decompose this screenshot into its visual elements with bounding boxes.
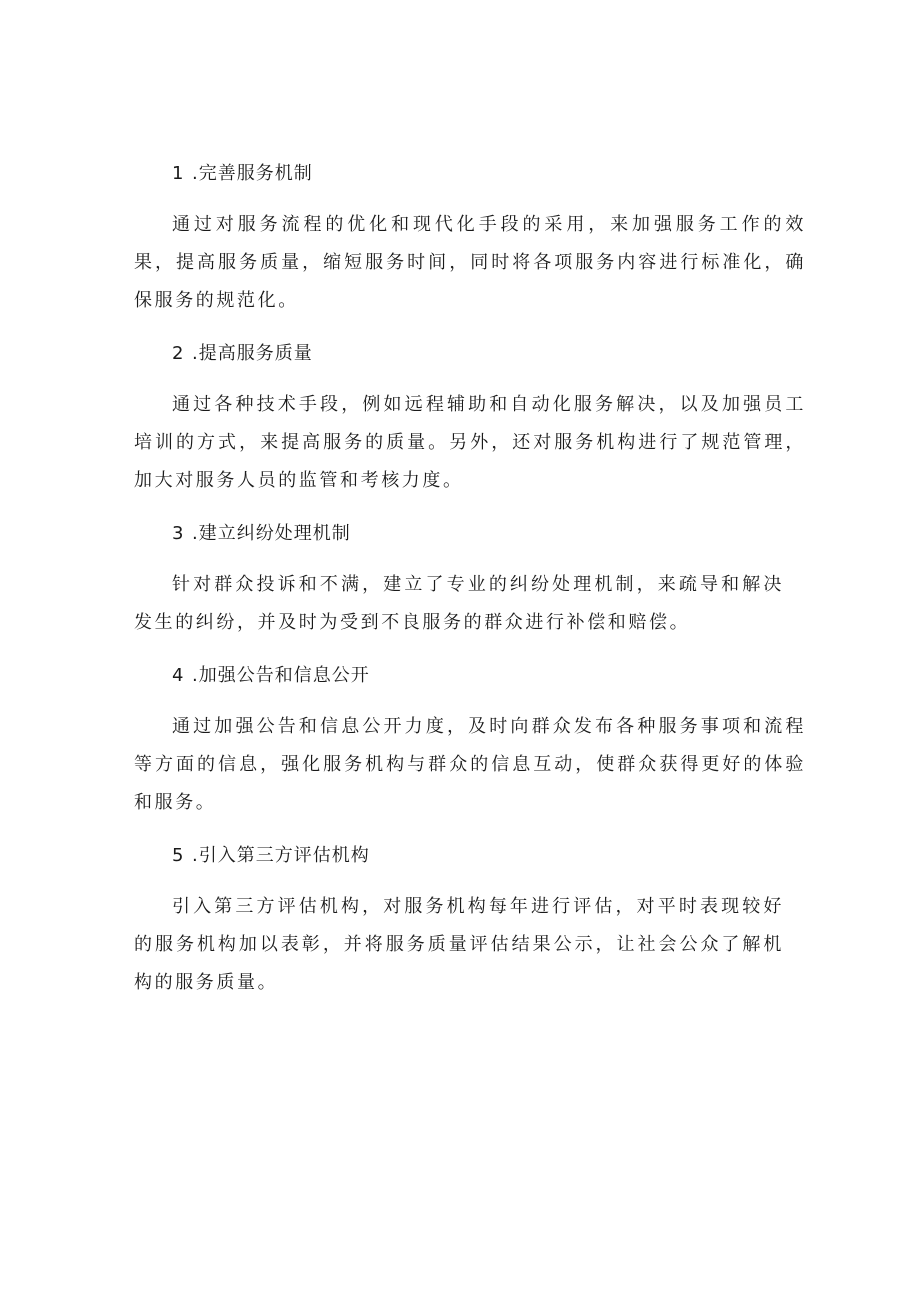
section-heading	[134, 514, 806, 554]
section-paragraph: 通过对服务流程的优化和现代化手段的采用，来加强服务工作的效果，提高服务质量，缩短服务时间，同时将各项服务内容进行标准化，确保服务的规范化。	[134, 214, 806, 311]
section-number: 4	[172, 665, 185, 686]
section-3	[134, 514, 806, 642]
section-paragraph: 针对群众投诉和不满，建立了专业的纠纷处理机制，来疏导和解决发生的纠纷，并及时为受到不良服务的群众进行补偿和赔偿。	[134, 574, 784, 633]
section-title: .引入第三方评估机构	[192, 845, 370, 866]
section-number: 3	[172, 523, 185, 544]
section-heading	[134, 154, 806, 194]
section-paragraph: 通过加强公告和信息公开力度，及时向群众发布各种服务事项和流程等方面的信息，强化服务机构与群众的信息互动，使群众获得更好的体验和服务。	[134, 716, 806, 813]
section-heading	[134, 334, 806, 374]
section-5	[134, 836, 806, 1002]
section-title: .建立纠纷处理机制	[192, 523, 351, 544]
section-title: .加强公告和信息公开	[192, 665, 370, 686]
section-heading	[134, 656, 806, 696]
section-heading	[134, 836, 806, 876]
section-number: 1	[172, 163, 185, 184]
section-paragraph: 通过各种技术手段，例如远程辅助和自动化服务解决，以及加强员工培训的方式，来提高服务的质量。另外，还对服务机构进行了规范管理，加大对服务人员的监管和考核力度。	[134, 394, 806, 491]
section-title: .完善服务机制	[192, 163, 313, 184]
section-title: .提高服务质量	[192, 343, 313, 364]
section-4	[134, 656, 806, 822]
section-2	[134, 334, 806, 500]
section-number: 2	[172, 343, 185, 364]
document-content	[134, 154, 806, 1016]
section-1	[134, 154, 806, 320]
section-number: 5	[172, 845, 185, 866]
section-paragraph: 引入第三方评估机构，对服务机构每年进行评估，对平时表现较好的服务机构加以表彰，并将服务质量评估结果公示，让社会公众了解机构的服务质量。	[134, 896, 784, 993]
